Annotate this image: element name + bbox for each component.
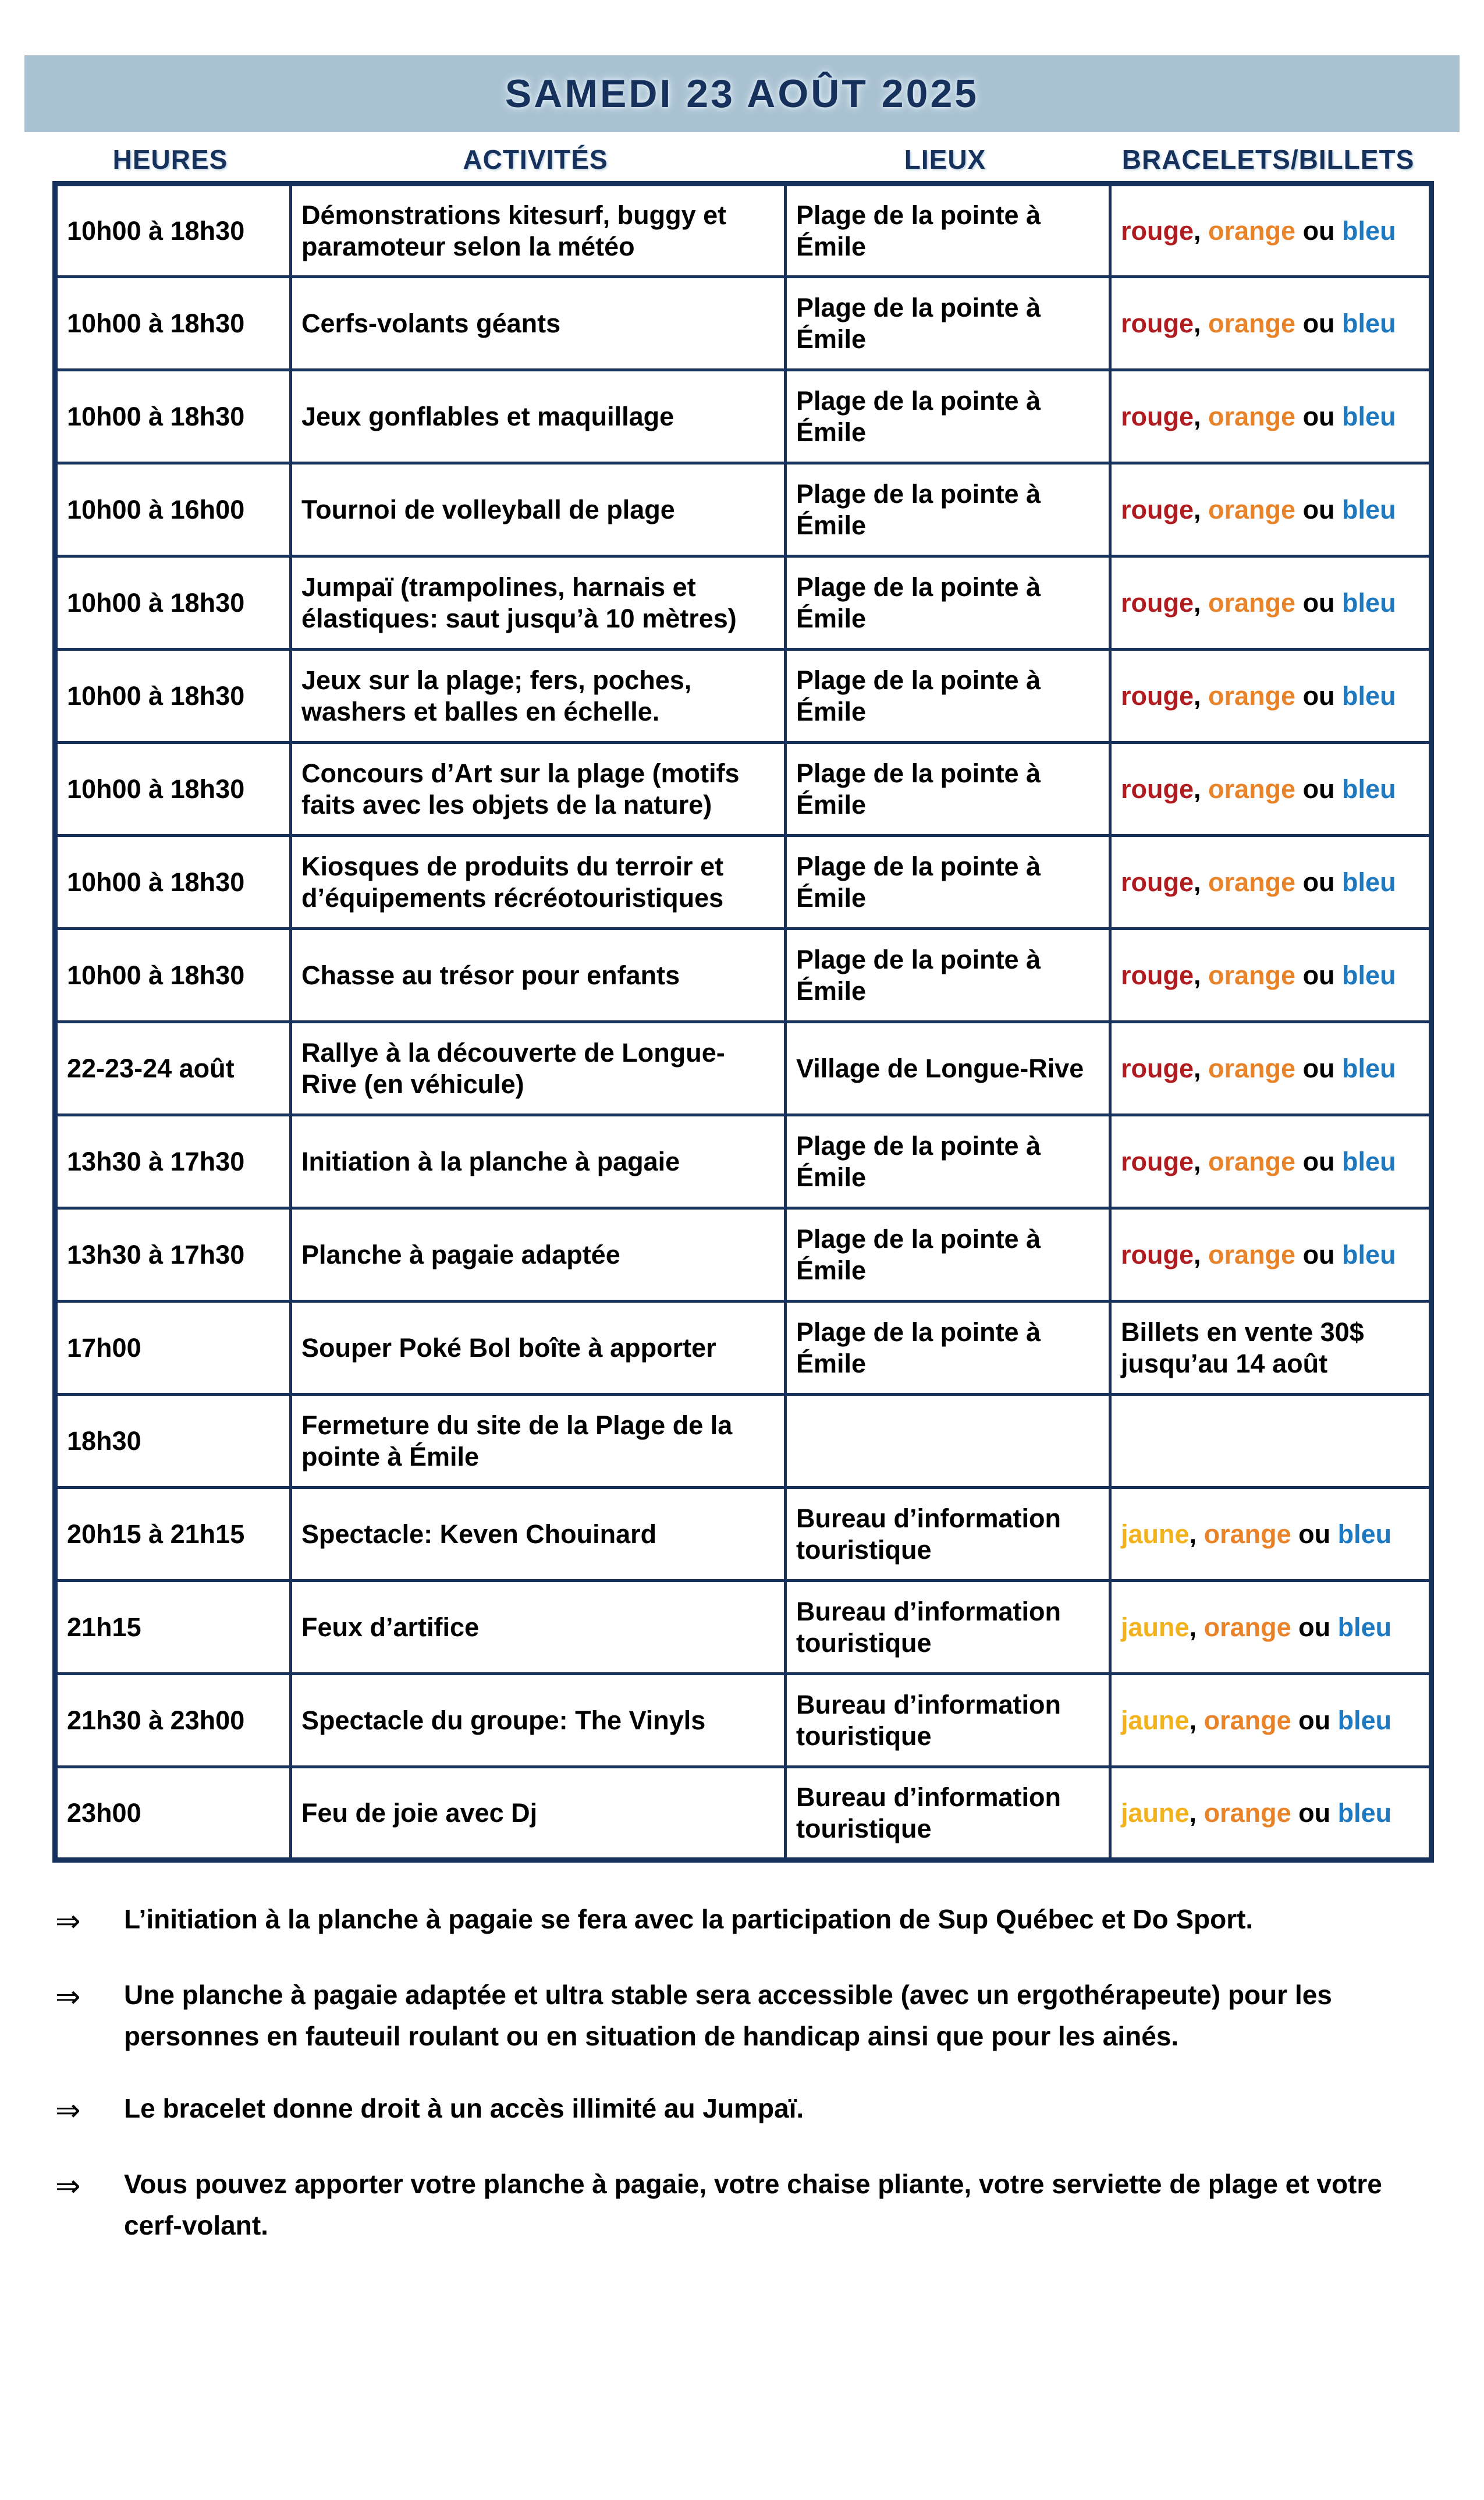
column-header-heures: HEURES	[112, 144, 228, 175]
bracelets-cell	[1110, 1674, 1432, 1767]
bracelet-separator: ,	[1194, 1053, 1209, 1083]
activity-cell: Fermeture du site de la Plage de la pointe à Émile	[291, 1395, 786, 1488]
time-cell: 13h30 à 17h30	[55, 1208, 291, 1302]
bracelet-color-bleu: bleu	[1342, 1053, 1396, 1083]
location-cell: Plage de la pointe à Émile	[786, 836, 1110, 929]
time-cell: 10h00 à 18h30	[55, 743, 291, 836]
bracelet-separator: ou	[1295, 308, 1343, 338]
table-row	[55, 370, 1432, 463]
time-cell: 21h15	[55, 1581, 291, 1674]
schedule-table	[52, 181, 1434, 1863]
location-cell: Plage de la pointe à Émile	[786, 463, 1110, 556]
bracelet-color-orange: orange	[1208, 215, 1296, 246]
activity-cell: Jeux sur la plage; fers, poches, washers et balles en échelle.	[291, 650, 786, 743]
location-cell: Plage de la pointe à Émile	[786, 370, 1110, 463]
table-row	[55, 1115, 1432, 1208]
bracelet-color-rouge: rouge	[1121, 587, 1194, 618]
bracelet-color-rouge: rouge	[1121, 215, 1194, 246]
bracelet-separator: ou	[1295, 1053, 1343, 1083]
bracelet-color-orange: orange	[1208, 308, 1296, 338]
table-row	[55, 1395, 1432, 1488]
column-header-lieux: LIEUX	[904, 144, 986, 175]
bracelet-color-rouge: rouge	[1121, 1239, 1194, 1269]
bracelets-cell	[1110, 184, 1432, 277]
bracelet-separator: ,	[1194, 680, 1209, 711]
location-cell: Plage de la pointe à Émile	[786, 650, 1110, 743]
location-cell: Bureau d’information touristique	[786, 1767, 1110, 1860]
table-row	[55, 1674, 1432, 1767]
bracelet-color-orange: orange	[1208, 960, 1296, 990]
bracelet-color-rouge: rouge	[1121, 774, 1194, 804]
bracelet-separator: ,	[1189, 1612, 1204, 1642]
bracelet-color-bleu: bleu	[1342, 960, 1396, 990]
activity-cell: Rallye à la découverte de Longue-Rive (en véhicule)	[291, 1022, 786, 1115]
bracelet-separator: ,	[1194, 215, 1209, 246]
activity-cell: Feu de joie avec Dj	[291, 1767, 786, 1860]
bracelets-cell	[1110, 1488, 1432, 1581]
column-headers	[52, 144, 1429, 175]
location-cell: Plage de la pointe à Émile	[786, 1115, 1110, 1208]
activity-cell: Kiosques de produits du terroir et d’équipements récréotouristiques	[291, 836, 786, 929]
bracelet-separator: ,	[1194, 1239, 1209, 1269]
bracelet-color-jaune: jaune	[1121, 1612, 1190, 1642]
time-cell: 10h00 à 16h00	[55, 463, 291, 556]
location-cell: Village de Longue-Rive	[786, 1022, 1110, 1115]
bracelet-color-bleu: bleu	[1337, 1612, 1392, 1642]
table-row	[55, 1581, 1432, 1674]
location-cell: Bureau d’information touristique	[786, 1674, 1110, 1767]
bracelet-separator: ,	[1194, 494, 1209, 524]
footer-notes	[55, 1899, 1449, 2246]
bracelet-separator: ou	[1295, 1146, 1343, 1176]
location-cell: Plage de la pointe à Émile	[786, 184, 1110, 277]
bracelet-color-bleu: bleu	[1342, 1146, 1396, 1176]
table-row	[55, 743, 1432, 836]
bracelet-separator: ,	[1194, 774, 1209, 804]
bracelet-color-orange: orange	[1208, 774, 1296, 804]
bracelet-color-orange: orange	[1208, 1053, 1296, 1083]
bracelet-separator: ,	[1189, 1797, 1204, 1828]
time-cell: 10h00 à 18h30	[55, 929, 291, 1022]
bracelet-separator: ou	[1295, 1239, 1343, 1269]
bracelet-separator: ou	[1295, 494, 1343, 524]
bracelet-separator: ,	[1194, 308, 1209, 338]
bracelet-color-orange: orange	[1203, 1797, 1291, 1828]
note-text: Vous pouvez apporter votre planche à pagaie, votre chaise pliante, votre serviette de plage et votre cerf-volant.	[124, 2168, 1382, 2240]
bracelet-color-orange: orange	[1208, 1239, 1296, 1269]
double-arrow-icon: ⇒	[55, 2093, 81, 2127]
time-cell: 23h00	[55, 1767, 291, 1860]
time-cell: 10h00 à 18h30	[55, 370, 291, 463]
table-row	[55, 1767, 1432, 1860]
bracelets-cell	[1110, 1115, 1432, 1208]
bracelet-color-rouge: rouge	[1121, 680, 1194, 711]
location-cell: Plage de la pointe à Émile	[786, 743, 1110, 836]
bracelet-color-orange: orange	[1203, 1519, 1291, 1549]
bracelet-color-orange: orange	[1203, 1705, 1291, 1735]
bracelet-separator: ou	[1291, 1612, 1338, 1642]
bracelets-cell	[1110, 929, 1432, 1022]
bracelet-separator: ,	[1194, 587, 1209, 618]
activity-cell: Jeux gonflables et maquillage	[291, 370, 786, 463]
bracelet-separator: ou	[1291, 1705, 1338, 1735]
bracelet-separator: ou	[1291, 1797, 1338, 1828]
bracelet-separator: ou	[1295, 587, 1343, 618]
bracelet-separator: ,	[1194, 401, 1209, 431]
bracelet-color-bleu: bleu	[1342, 215, 1396, 246]
time-cell: 20h15 à 21h15	[55, 1488, 291, 1581]
table-row	[55, 463, 1432, 556]
bracelet-separator: ou	[1295, 680, 1343, 711]
bracelet-color-rouge: rouge	[1121, 867, 1194, 897]
bracelet-color-bleu: bleu	[1342, 587, 1396, 618]
bracelets-cell	[1110, 1208, 1432, 1302]
bracelet-separator: ,	[1194, 867, 1209, 897]
bracelets-note: Billets en vente 30$ jusqu’au 14 août	[1121, 1317, 1364, 1378]
table-row	[55, 1208, 1432, 1302]
time-cell: 10h00 à 18h30	[55, 184, 291, 277]
bracelet-color-rouge: rouge	[1121, 401, 1194, 431]
bracelet-separator: ou	[1291, 1519, 1338, 1549]
bracelet-color-orange: orange	[1208, 680, 1296, 711]
location-cell: Plage de la pointe à Émile	[786, 277, 1110, 370]
bracelet-color-rouge: rouge	[1121, 494, 1194, 524]
note-item	[55, 2088, 1449, 2133]
bracelet-color-bleu: bleu	[1342, 1239, 1396, 1269]
bracelet-separator: ,	[1194, 960, 1209, 990]
bracelets-cell	[1110, 556, 1432, 650]
table-row	[55, 556, 1432, 650]
bracelet-color-orange: orange	[1208, 867, 1296, 897]
activity-cell: Démonstrations kitesurf, buggy et paramoteur selon la météo	[291, 184, 786, 277]
bracelet-color-rouge: rouge	[1121, 308, 1194, 338]
bracelet-color-orange: orange	[1208, 1146, 1296, 1176]
bracelets-cell	[1110, 743, 1432, 836]
table-row	[55, 650, 1432, 743]
bracelet-color-bleu: bleu	[1342, 308, 1396, 338]
bracelet-color-orange: orange	[1203, 1612, 1291, 1642]
note-item	[55, 1974, 1449, 2058]
table-row	[55, 1302, 1432, 1395]
bracelet-separator: ou	[1295, 867, 1343, 897]
bracelet-color-jaune: jaune	[1121, 1797, 1190, 1828]
note-text: L’initiation à la planche à pagaie se fera avec la participation de Sup Québec et Do Sport.	[124, 1904, 1254, 1934]
bracelet-color-orange: orange	[1208, 494, 1296, 524]
time-cell: 18h30	[55, 1395, 291, 1488]
bracelets-cell	[1110, 277, 1432, 370]
activity-cell: Planche à pagaie adaptée	[291, 1208, 786, 1302]
schedule-page	[0, 55, 1484, 2246]
bracelet-color-bleu: bleu	[1337, 1797, 1392, 1828]
activity-cell: Initiation à la planche à pagaie	[291, 1115, 786, 1208]
bracelet-separator: ou	[1295, 215, 1343, 246]
bracelet-color-bleu: bleu	[1342, 867, 1396, 897]
activity-cell: Jumpaï (trampolines, harnais et élastiques: saut jusqu’à 10 mètres)	[291, 556, 786, 650]
page-title: SAMEDI 23 AOÛT 2025	[505, 72, 979, 116]
bracelet-separator: ou	[1295, 401, 1343, 431]
note-item	[55, 2164, 1449, 2247]
location-cell: Bureau d’information touristique	[786, 1581, 1110, 1674]
location-cell: Bureau d’information touristique	[786, 1488, 1110, 1581]
bracelet-separator: ou	[1295, 774, 1343, 804]
time-cell: 10h00 à 18h30	[55, 277, 291, 370]
bracelet-color-jaune: jaune	[1121, 1519, 1190, 1549]
double-arrow-icon: ⇒	[55, 1980, 81, 2014]
activity-cell: Tournoi de volleyball de plage	[291, 463, 786, 556]
bracelet-color-jaune: jaune	[1121, 1705, 1190, 1735]
table-row	[55, 929, 1432, 1022]
activity-cell: Feux d’artifice	[291, 1581, 786, 1674]
table-row	[55, 184, 1432, 277]
bracelets-cell	[1110, 1022, 1432, 1115]
activity-cell: Spectacle du groupe: The Vinyls	[291, 1674, 786, 1767]
bracelet-color-bleu: bleu	[1337, 1705, 1392, 1735]
activity-cell: Spectacle: Keven Chouinard	[291, 1488, 786, 1581]
bracelet-color-bleu: bleu	[1342, 494, 1396, 524]
time-cell: 10h00 à 18h30	[55, 836, 291, 929]
time-cell: 10h00 à 18h30	[55, 556, 291, 650]
bracelets-cell	[1110, 1767, 1432, 1860]
bracelet-color-bleu: bleu	[1337, 1519, 1392, 1549]
bracelet-separator: ou	[1295, 960, 1343, 990]
bracelet-separator: ,	[1189, 1705, 1204, 1735]
note-text: Une planche à pagaie adaptée et ultra stable sera accessible (avec un ergothérapeute) pour les personnes en fauteuil roulant ou en situation de handicap ainsi que pour les ainés.	[124, 1980, 1332, 2052]
time-cell: 21h30 à 23h00	[55, 1674, 291, 1767]
location-cell	[786, 1395, 1110, 1488]
note-item	[55, 1899, 1449, 1944]
bracelets-cell	[1110, 1395, 1432, 1488]
bracelet-color-orange: orange	[1208, 587, 1296, 618]
time-cell: 10h00 à 18h30	[55, 650, 291, 743]
activity-cell: Concours d’Art sur la plage (motifs faits avec les objets de la nature)	[291, 743, 786, 836]
bracelets-cell	[1110, 463, 1432, 556]
activity-cell: Souper Poké Bol boîte à apporter	[291, 1302, 786, 1395]
bracelet-color-bleu: bleu	[1342, 774, 1396, 804]
bracelet-color-bleu: bleu	[1342, 401, 1396, 431]
location-cell: Plage de la pointe à Émile	[786, 1302, 1110, 1395]
bracelet-color-bleu: bleu	[1342, 680, 1396, 711]
title-band	[24, 55, 1460, 132]
note-text: Le bracelet donne droit à un accès illimité au Jumpaï.	[124, 2093, 804, 2123]
location-cell: Plage de la pointe à Émile	[786, 556, 1110, 650]
bracelet-color-rouge: rouge	[1121, 960, 1194, 990]
time-cell: 13h30 à 17h30	[55, 1115, 291, 1208]
location-cell: Plage de la pointe à Émile	[786, 1208, 1110, 1302]
bracelet-separator: ,	[1194, 1146, 1209, 1176]
table-row	[55, 836, 1432, 929]
bracelet-color-rouge: rouge	[1121, 1053, 1194, 1083]
table-row	[55, 277, 1432, 370]
time-cell: 17h00	[55, 1302, 291, 1395]
activity-cell: Cerfs-volants géants	[291, 277, 786, 370]
bracelets-cell	[1110, 1302, 1432, 1395]
bracelet-color-orange: orange	[1208, 401, 1296, 431]
bracelets-cell	[1110, 370, 1432, 463]
table-row	[55, 1022, 1432, 1115]
double-arrow-icon: ⇒	[55, 2169, 81, 2203]
column-header-bracelets: BRACELETS/BILLETS	[1121, 144, 1415, 175]
double-arrow-icon: ⇒	[55, 1905, 81, 1938]
bracelet-separator: ,	[1189, 1519, 1204, 1549]
bracelets-cell	[1110, 836, 1432, 929]
location-cell: Plage de la pointe à Émile	[786, 929, 1110, 1022]
bracelet-color-rouge: rouge	[1121, 1146, 1194, 1176]
activity-cell: Chasse au trésor pour enfants	[291, 929, 786, 1022]
table-row	[55, 1488, 1432, 1581]
time-cell: 22-23-24 août	[55, 1022, 291, 1115]
bracelets-cell	[1110, 1581, 1432, 1674]
column-header-activites: ACTIVITÉS	[463, 144, 608, 175]
bracelets-cell	[1110, 650, 1432, 743]
